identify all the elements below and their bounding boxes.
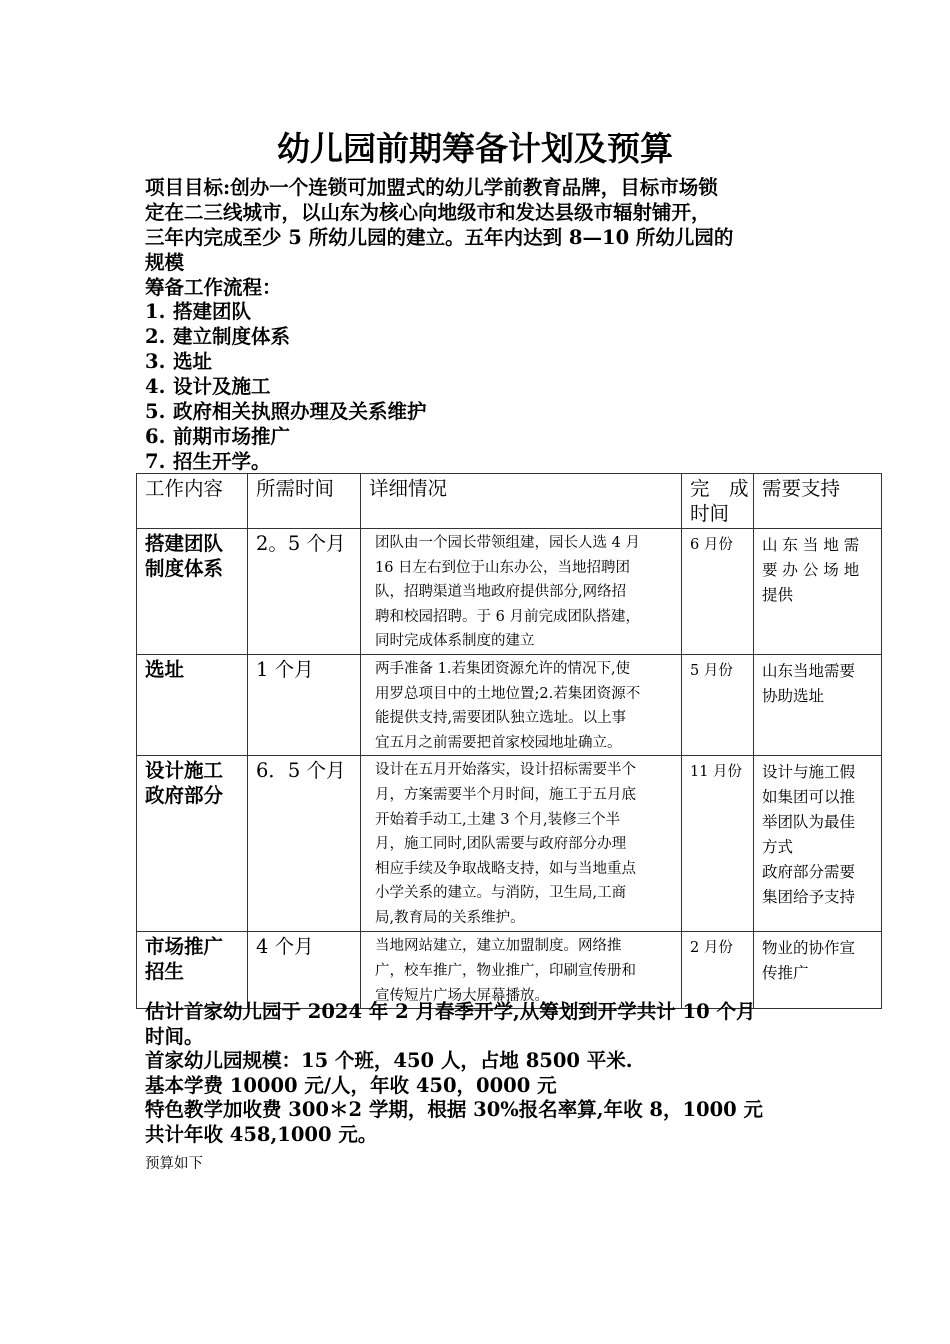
cell-support: 物业的协作宣 传推广 <box>754 932 882 1009</box>
cell-done: 5 月份 <box>682 655 754 756</box>
cell-done: 11 月份 <box>682 756 754 932</box>
summary-line: 首家幼儿园规模：15 个班，450 人，占地 8500 平米. <box>145 1049 633 1072</box>
table-row <box>137 655 882 756</box>
list-item: 7. 招生开学。 <box>145 450 271 473</box>
cell-support: 设计与施工假 如集团可以推 举团队为最佳 方式 政府部分需要 集团给予支持 <box>754 756 882 932</box>
steps-heading: 筹备工作流程： <box>145 276 282 299</box>
summary-line: 估计首家幼儿园于 2024 年 2 月春季开学,从筹划到开学共计 10 个月 <box>145 1000 756 1023</box>
table-row <box>137 529 882 655</box>
budget-note: 预算如下 <box>145 1156 203 1172</box>
summary-line: 基本学费 10000 元/人，年收 450，0000 元 <box>145 1073 557 1097</box>
cell-detail: 设计在五月开始落实，设计招标需要半个 月，方案需要半个月时间，施工于五月底 开始着手动工,土建 3 个月,装修三个半 月，施工同时,团队需要与政府部分办理 相应手续及争取战略支持，如与当地重点 小学关系的建立。与消防，卫生局,工商 局,教育局的关系维护。 <box>361 756 682 932</box>
goal-line: 规模 <box>145 251 185 274</box>
header-work: 工作内容 <box>137 474 248 529</box>
list-item: 4. 设计及施工 <box>145 375 271 398</box>
table-row <box>137 932 882 1009</box>
cell-work: 市场推广 招生 <box>137 932 248 1009</box>
goal-line: 定在二三线城市，以山东为核心向地级市和发达县级市辐射铺开， <box>145 201 711 224</box>
cell-time: 4 个月 <box>248 932 361 1009</box>
goal-line: 项目目标:创办一个连锁可加盟式的幼儿学前教育品牌，目标市场锁 <box>145 176 718 199</box>
cell-time: 1 个月 <box>248 655 361 756</box>
plan-table <box>136 473 882 1009</box>
page-title: 幼儿园前期筹备计划及预算 <box>277 129 673 168</box>
cell-work: 搭建团队 制度体系 <box>137 529 248 655</box>
header-detail: 详细情况 <box>361 474 682 529</box>
cell-work: 设计施工 政府部分 <box>137 756 248 932</box>
table-row <box>137 756 882 932</box>
list-item: 2. 建立制度体系 <box>145 325 291 348</box>
list-item: 5. 政府相关执照办理及关系维护 <box>145 400 427 423</box>
summary-line: 特色教学加收费 300＊2 学期，根据 30%报名率算,年收 8，1000 元 <box>145 1098 764 1121</box>
cell-work: 选址 <box>137 655 248 756</box>
list-item: 6. 前期市场推广 <box>145 425 291 448</box>
header-done: 完 成 时间 <box>682 474 754 529</box>
list-item: 1. 搭建团队 <box>145 300 252 323</box>
steps-list <box>145 299 427 474</box>
cell-support: 山东当地需要 协助选址 <box>754 655 882 756</box>
goal-line: 三年内完成至少 5 所幼儿园的建立。五年内达到 8—10 所幼儿园的 <box>145 226 734 249</box>
cell-time: 6．5 个月 <box>248 756 361 932</box>
cell-time: 2。5 个月 <box>248 529 361 655</box>
cell-detail: 当地网站建立，建立加盟制度。网络推 广，校车推广，物业推广，印刷宣传册和 宣传短片广场大屏幕播放。 <box>361 932 682 1009</box>
cell-support: 山 东 当 地 需 要 办 公 场 地 提供 <box>754 529 882 655</box>
list-item: 3. 选址 <box>145 350 213 373</box>
cell-detail: 两手准备 1.若集团资源允许的情况下,使 用罗总项目中的土地位置;2.若集团资源不 能提供支持,需要团队独立选址。以上事 宜五月之前需要把首家校园地址确立。 <box>361 655 682 756</box>
table-header-row <box>137 474 882 529</box>
cell-detail: 团队由一个园长带领组建，园长人选 4 月 16 日左右到位于山东办公，当地招聘团 队，招聘渠道当地政府提供部分,网络招 聘和校园招聘。于 6 月前完成团队搭建， 同时完成体系制度的建立 <box>361 529 682 655</box>
summary-line: 共计年收 458,1000 元。 <box>145 1122 378 1146</box>
cell-done: 2 月份 <box>682 932 754 1009</box>
header-support: 需要支持 <box>754 474 882 529</box>
cell-done: 6 月份 <box>682 529 754 655</box>
summary-block <box>145 1000 825 1147</box>
header-time: 所需时间 <box>248 474 361 529</box>
project-goal <box>145 175 825 275</box>
summary-line: 时间。 <box>145 1024 204 1048</box>
